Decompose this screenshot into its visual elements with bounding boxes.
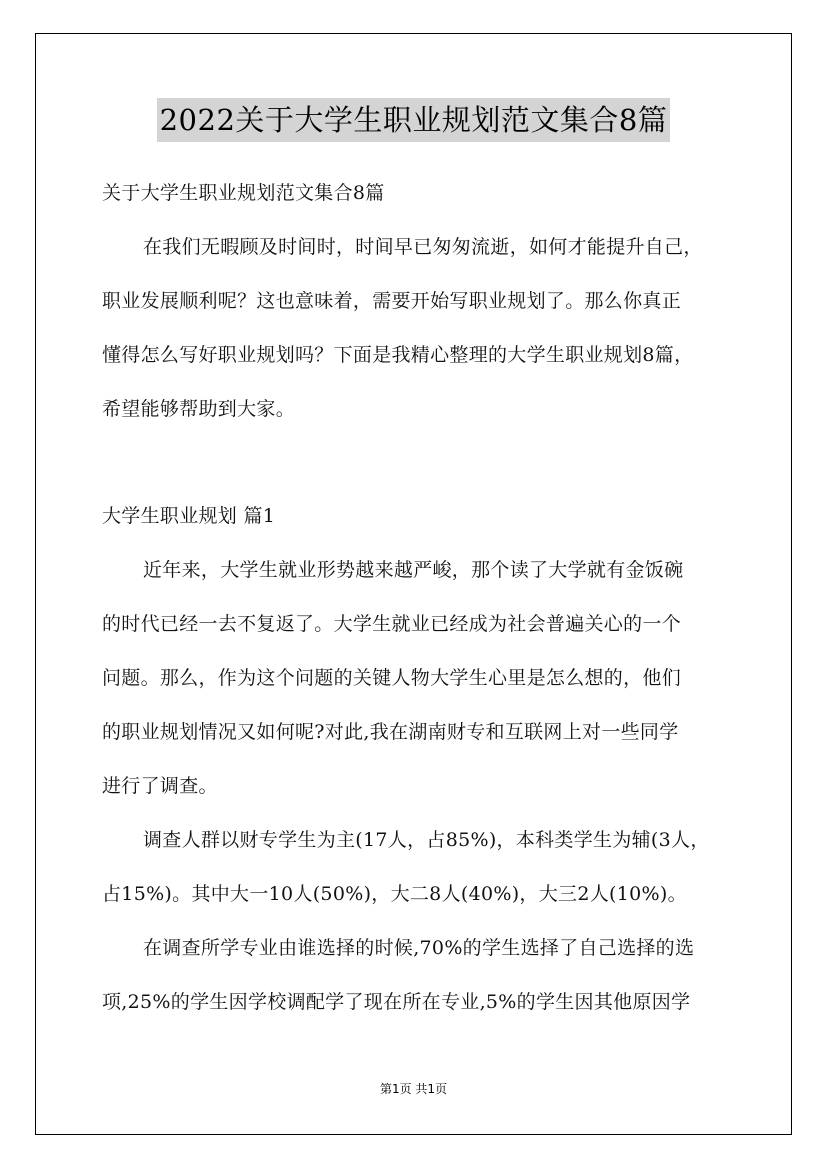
paragraph-3 [102,921,742,1029]
paragraph-line: 在调查所学专业由谁选择的时候,70%的学生选择了自己选择的选 [143,937,695,959]
document-subtitle: 关于大学生职业规划范文集合8篇 [102,182,385,204]
document-body [102,166,742,1029]
intro-line: 希望能够帮助到大家。 [102,398,296,420]
page-footer: 第1页 共1页 [379,1082,448,1096]
intro-line: 职业发展顺利呢？这也意味着，需要开始写职业规划了。那么你真正 [102,290,682,312]
paragraph-line: 进行了调查。 [102,775,218,797]
paragraph-line: 问题。那么，作为这个问题的关键人物大学生心里是怎么想的，他们 [102,667,682,689]
intro-paragraph [102,220,742,436]
paragraph-2 [102,813,742,921]
paragraph-line: 的时代已经一去不复返了。大学生就业已经成为社会普遍关心的一个 [102,613,682,635]
document-title: 2022关于大学生职业规划范文集合8篇 [157,98,671,142]
section-heading: 大学生职业规划 篇1 [102,505,276,527]
paragraph-line: 近年来，大学生就业形势越来越严峻，那个读了大学就有金饭碗 [143,559,684,581]
spacer [102,436,742,489]
paragraph-line: 调查人群以财专学生为主(17人，占85%)，本科类学生为辅(3人， [143,829,710,851]
paragraph-line: 的职业规划情况又如何呢?对此,我在湖南财专和互联网上对一些同学 [102,721,679,743]
title-container [0,98,827,142]
intro-line: 在我们无暇顾及时间时，时间早已匆匆流逝，如何才能提升自己， [143,236,703,258]
paragraph-line: 项,25%的学生因学校调配学了现在所在专业,5%的学生因其他原因学 [102,991,691,1013]
paragraph-1 [102,543,742,813]
paragraph-line: 占15%)。其中大一10人(50%)，大二8人(40%)，大三2人(10%)。 [102,883,687,905]
intro-line: 懂得怎么写好职业规划吗？下面是我精心整理的大学生职业规划8篇， [102,344,694,366]
